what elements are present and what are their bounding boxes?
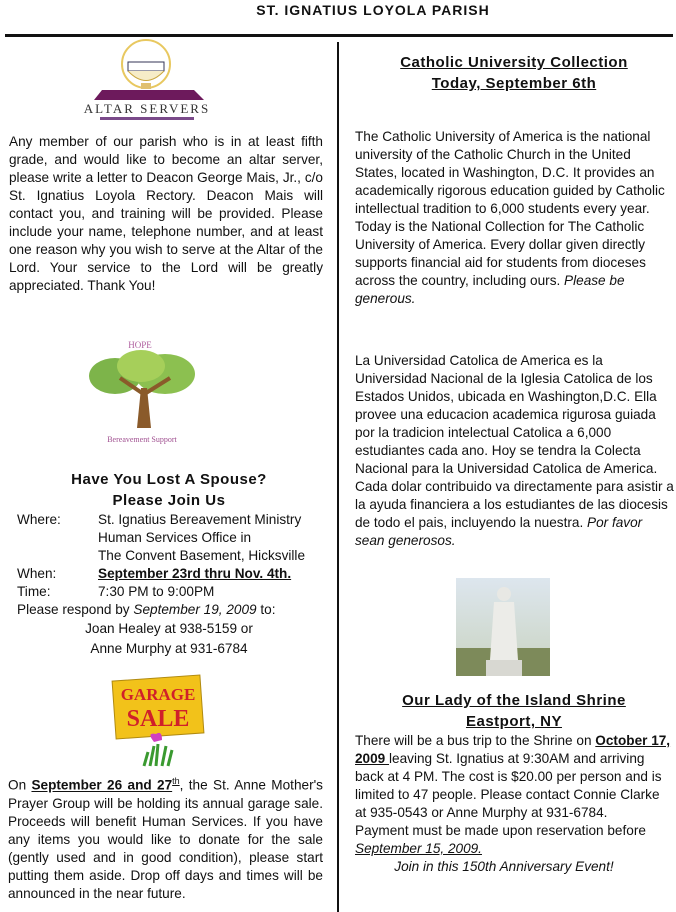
shrine-deadline: September 15, 2009. xyxy=(355,841,482,856)
cua-text-english xyxy=(355,128,673,308)
respond-text-end: to: xyxy=(256,602,276,617)
header-rule xyxy=(5,34,673,37)
where-line: The Convent Basement, Hicksville xyxy=(98,548,306,563)
column-divider xyxy=(337,42,339,912)
garage-pre: On xyxy=(8,777,32,793)
bereavement-heading: Have You Lost A Spouse? xyxy=(71,471,267,488)
garage-sale-sign xyxy=(110,672,206,768)
shrine-heading-2: Eastport, NY xyxy=(465,713,562,730)
cua-body-en: The Catholic University of America is the national university of the Catholic Church in the United States, located in Washington, D.C. It provides an academically rigorous education guided by Catholic intellectual tradition to 6,000 students every year. Today is the National Collection for The Catholic University of America. Every dollar given directly supports financial aid for students from dioceses across the country, including ours. xyxy=(355,129,665,288)
hope-tree-logo xyxy=(85,338,200,446)
contact-1: Joan Healey at 938-5159 or xyxy=(85,621,253,636)
shrine-closing: Join in this 150th Anniversary Event! xyxy=(394,859,614,874)
sign-line-1: GARAGE xyxy=(120,685,196,704)
time-value: 7:30 PM to 9:00PM xyxy=(98,584,215,599)
logo-top: HOPE xyxy=(128,340,152,350)
respond-date: September 19, 2009 xyxy=(133,602,257,617)
logo-bottom: Bereavement Support xyxy=(107,435,177,444)
shrine-pre: There will be a bus trip to the Shrine on xyxy=(355,733,596,748)
shrine-payment: Payment must be made upon reservation before xyxy=(355,823,646,838)
page-title: ST. IGNATIUS LOYOLA PARISH xyxy=(256,2,490,18)
bereavement-subheading: Please Join Us xyxy=(112,492,226,509)
contact-2: Anne Murphy at 931-6784 xyxy=(90,641,248,656)
garage-date-sup: th xyxy=(172,776,180,786)
altar-servers-logo xyxy=(76,38,218,122)
where-line: Human Services Office in xyxy=(98,530,252,545)
bereavement-section xyxy=(8,469,330,659)
garage-body: , the St. Anne Mother's Prayer Group will be holding its annual garage sale. Proceeds will benefit Human Services. If you have any items you would like to donate for the sale (gently used and in good condition), please start putting them aside. Drop off days and times will be announced in the near future. xyxy=(8,777,323,901)
shrine-body: leaving St. Ignatius at 9:30AM and arriving back at 4 PM. The cost is $20.00 per person and is limited to 47 people. Please contact Connie Clarke at 935-0543 or Anne Murphy at 931-6784. xyxy=(355,751,662,820)
where-label: Where: xyxy=(17,512,61,527)
garage-date: September 26 and 27 xyxy=(31,777,173,793)
cua-heading-1: Catholic University Collection xyxy=(400,54,628,71)
when-label: When: xyxy=(17,566,57,581)
cua-heading xyxy=(355,52,673,94)
shrine-statue-photo xyxy=(456,578,550,676)
cua-heading-2: Today, September 6th xyxy=(431,75,597,92)
cua-text-spanish xyxy=(355,352,675,550)
shrine-date: October 17, 2009 xyxy=(355,733,671,766)
garage-sale-text xyxy=(8,772,323,903)
when-value: September 23rd thru Nov. 4th. xyxy=(98,566,292,581)
logo-text: ALTAR SERVERS xyxy=(83,101,211,116)
cua-closing-en: Please be generous. xyxy=(355,273,625,306)
altar-servers-text: Any member of our parish who is in at least fifth grade, and would like to become an altar server, please write a letter to Deacon George Mais, Jr., c/o St. Ignatius Loyola Rectory. Deacon Mais will contact you, and training will be provided. Please include your name, telephone number, and at least one reason why you wish to serve at the Altar of the Lord. Your service to the Lord will be greatly appreciated. Thank You! xyxy=(9,134,323,293)
where-line: St. Ignatius Bereavement Ministry xyxy=(98,512,302,527)
shrine-section xyxy=(355,690,673,876)
cua-body-es: La Universidad Catolica de America es la Universidad Nacional de la Iglesia Catolica de los Estados Unidos, ubicada en Washington,D.C. Ella provee una educacion academica rigurosa guiada por la tradicion intelectual Catolica a 6,000 estudiantes cada ano. Hoy se tendra la Colecta Nacional para la Universidad Catolica de America. Cada dolar contribuido va directamente para asistir a la ayuda financiera a los estudiantes de las diocesis de todo el pais, incluyendo la nuestra. xyxy=(355,353,674,530)
shrine-heading-1: Our Lady of the Island Shrine xyxy=(402,692,626,709)
sign-line-2: SALE xyxy=(126,706,190,732)
cua-closing-es: Por favor sean generosos. xyxy=(355,515,643,548)
time-label: Time: xyxy=(17,584,51,599)
respond-text: Please respond by xyxy=(17,602,134,617)
